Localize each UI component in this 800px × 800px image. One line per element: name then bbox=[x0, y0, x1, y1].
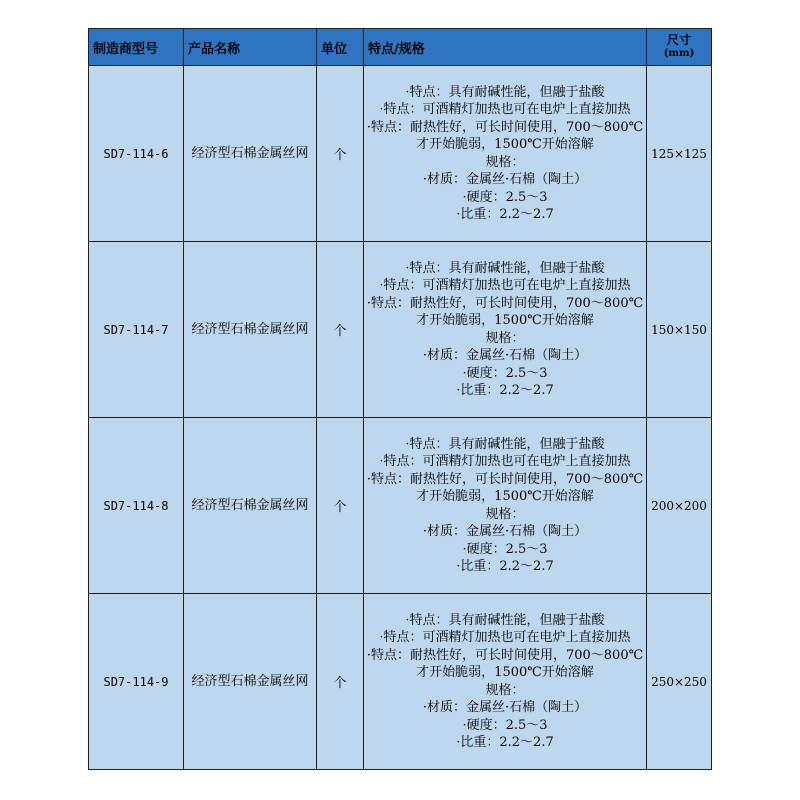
cell-specs bbox=[364, 594, 647, 770]
spec-line: ·比重：2.2～2.7 bbox=[456, 735, 554, 750]
spec-line: ·特点：可酒精灯加热也可在电炉上直接加热 bbox=[379, 278, 631, 293]
table-row bbox=[89, 242, 712, 418]
spec-line: ·特点：耐热性好，可长时间使用，700～800℃才开始脆弱，1500℃开始溶解 bbox=[366, 119, 644, 152]
header-unit: 单位 bbox=[317, 29, 364, 66]
spec-line: ·硬度：2.5～3 bbox=[462, 189, 548, 205]
cell-unit: 个 bbox=[317, 594, 364, 770]
cell-unit: 个 bbox=[317, 66, 364, 242]
spec-line: ·特点：可酒精灯加热也可在电炉上直接加热 bbox=[379, 630, 631, 645]
header-model: 制造商型号 bbox=[89, 29, 184, 66]
cell-unit: 个 bbox=[317, 242, 364, 418]
product-spec-sheet bbox=[88, 28, 711, 770]
spec-line: ·特点：耐热性好，可长时间使用，700～800℃才开始脆弱，1500℃开始溶解 bbox=[366, 647, 644, 680]
header-size bbox=[647, 29, 712, 66]
cell-specs bbox=[364, 418, 647, 594]
spec-line: ·硬度：2.5～3 bbox=[462, 541, 548, 557]
spec-line: ·材质：金属丝·石棉（陶土） bbox=[422, 700, 588, 715]
cell-unit: 个 bbox=[317, 418, 364, 594]
spec-line: ·特点：可酒精灯加热也可在电炉上直接加热 bbox=[379, 102, 631, 117]
spec-line: ·材质：金属丝·石棉（陶土） bbox=[422, 172, 588, 187]
cell-product-name: 经济型石棉金属丝网 bbox=[184, 594, 317, 770]
spec-line: ·材质：金属丝·石棉（陶土） bbox=[422, 524, 588, 539]
spec-line: ·特点：具有耐碱性能，但融于盐酸 bbox=[405, 84, 605, 100]
cell-product-name: 经济型石棉金属丝网 bbox=[184, 418, 317, 594]
cell-model: SD7-114-8 bbox=[89, 418, 184, 594]
cell-product-name: 经济型石棉金属丝网 bbox=[184, 242, 317, 418]
spec-line: 规格： bbox=[485, 154, 525, 170]
table-body bbox=[89, 66, 712, 770]
table-row bbox=[89, 594, 712, 770]
cell-size: 250×250 bbox=[647, 594, 712, 770]
header-name: 产品名称 bbox=[184, 29, 317, 66]
cell-model: SD7-114-7 bbox=[89, 242, 184, 418]
header-size-label: 尺寸 bbox=[666, 33, 691, 47]
cell-product-name: 经济型石棉金属丝网 bbox=[184, 66, 317, 242]
table-row bbox=[89, 418, 712, 594]
spec-line: ·特点：耐热性好，可长时间使用，700～800℃才开始脆弱，1500℃开始溶解 bbox=[366, 471, 644, 504]
spec-line: ·特点：具有耐碱性能，但融于盐酸 bbox=[405, 260, 605, 276]
spec-line: ·比重：2.2～2.7 bbox=[456, 383, 554, 398]
cell-model: SD7-114-9 bbox=[89, 594, 184, 770]
header-row bbox=[89, 29, 712, 66]
table-header bbox=[89, 29, 712, 66]
header-size-unit: (mm) bbox=[663, 48, 695, 59]
spec-line: ·比重：2.2～2.7 bbox=[456, 207, 554, 222]
spec-line: ·特点：可酒精灯加热也可在电炉上直接加热 bbox=[379, 454, 631, 469]
cell-specs bbox=[364, 242, 647, 418]
cell-size: 200×200 bbox=[647, 418, 712, 594]
cell-size: 150×150 bbox=[647, 242, 712, 418]
spec-line: 规格： bbox=[485, 330, 525, 346]
cell-size: 125×125 bbox=[647, 66, 712, 242]
table-row bbox=[89, 66, 712, 242]
spec-line: ·硬度：2.5～3 bbox=[462, 365, 548, 381]
header-specs: 特点/规格 bbox=[364, 29, 647, 66]
cell-model: SD7-114-6 bbox=[89, 66, 184, 242]
spec-line: 规格： bbox=[485, 506, 525, 522]
spec-line: ·特点：具有耐碱性能，但融于盐酸 bbox=[405, 436, 605, 452]
cell-specs bbox=[364, 66, 647, 242]
spec-line: ·特点：耐热性好，可长时间使用，700～800℃才开始脆弱，1500℃开始溶解 bbox=[366, 295, 644, 328]
spec-line: ·比重：2.2～2.7 bbox=[456, 559, 554, 574]
spec-line: ·硬度：2.5～3 bbox=[462, 717, 548, 733]
product-table bbox=[88, 28, 712, 770]
spec-line: 规格： bbox=[485, 682, 525, 698]
spec-line: ·特点：具有耐碱性能，但融于盐酸 bbox=[405, 612, 605, 628]
spec-line: ·材质：金属丝·石棉（陶土） bbox=[422, 348, 588, 363]
